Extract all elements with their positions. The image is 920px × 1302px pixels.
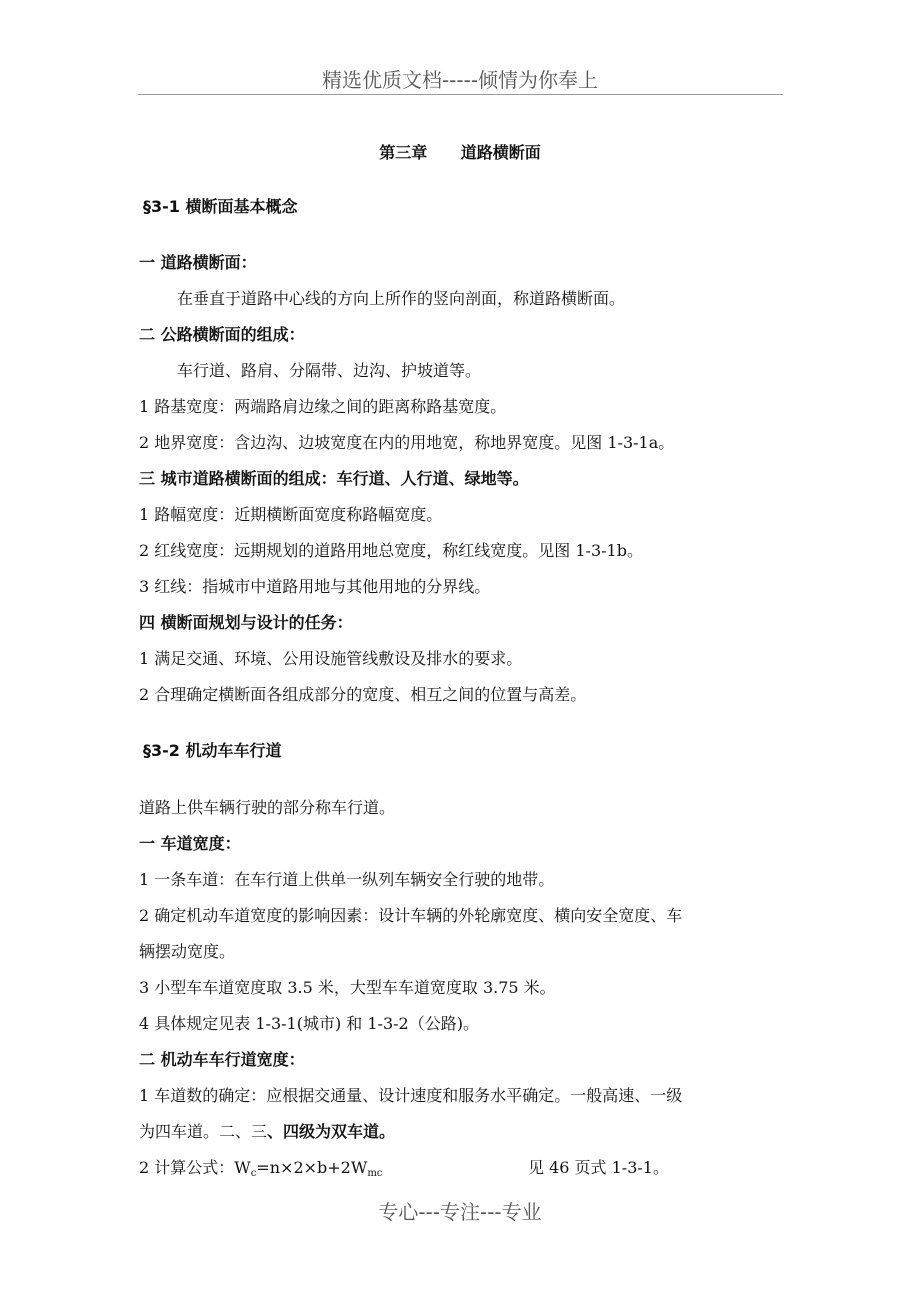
list-item-subgrade-width: 1 路基宽度：两端路肩边缘之间的距离称路基宽度。 [139,397,507,416]
list-item-lane-values: 3 小型车车道宽度取 3.5 米，大型车车道宽度取 3.75 米。 [139,978,556,997]
paragraph-definition: 在垂直于道路中心线的方向上所作的竖向剖面，称道路横断面。 [177,289,626,308]
lane-count-text-bold: 、四级为双车道。 [267,1122,396,1141]
heading-urban-composition: 三 城市道路横断面的组成：车行道、人行道、绿地等。 [139,469,529,488]
heading-highway-composition: 二 公路横断面的组成： [139,325,305,344]
list-item-task-2: 2 合理确定横断面各组成部分的宽度、相互之间的位置与高差。 [139,685,587,704]
paragraph-composition: 车行道、路肩、分隔带、边沟、护坡道等。 [177,361,482,380]
list-item-boundary-width: 2 地界宽度：含边沟、边坡宽度在内的用地宽，称地界宽度。见图 1-3-1a。 [139,433,675,452]
formula-subscript-c: c [250,1168,257,1179]
page-header: 精选优质文档-----倾情为你奉上 [321,68,599,92]
section-heading-3-1: §3-1 横断面基本概念 [143,197,298,216]
list-item-red-line-width: 2 红线宽度：远期规划的道路用地总宽度，称红线宽度。见图 1-3-1b。 [139,541,643,560]
heading-carriageway-width: 二 机动车车行道宽度： [139,1050,305,1069]
heading-lane-width: 一 车道宽度： [139,834,241,853]
list-item-lane-count-cont [139,1121,395,1143]
list-item-road-width: 1 路幅宽度：近期横断面宽度称路幅宽度。 [139,505,443,524]
formula-prefix: 2 计算公式：W [139,1158,251,1177]
list-item-influencing-factors-cont: 辆摆动宽度。 [139,942,236,961]
list-item-task-1: 1 满足交通、环境、公用设施管线敷设及排水的要求。 [139,649,523,668]
list-item-formula [139,1157,779,1185]
section-heading-3-2: §3-2 机动车车行道 [143,741,282,760]
list-item-lane-count: 1 车道数的确定：应根据交通量、设计速度和服务水平确定。一般高速、一级 [139,1086,683,1105]
heading-design-tasks: 四 横断面规划与设计的任务： [139,613,353,632]
list-item-influencing-factors: 2 确定机动车道宽度的影响因素：设计车辆的外轮廓宽度、横向安全宽度、车 [139,906,683,925]
list-item-table-reference: 4 具体规定见表 1-3-1(城市) 和 1-3-2（公路)。 [139,1014,479,1033]
formula-reference: 见 46 页式 1-3-1。 [528,1158,669,1177]
list-item-red-line: 3 红线：指城市中道路用地与其他用地的分界线。 [139,577,491,596]
header-divider [138,94,783,95]
formula-subscript-mc: mc [367,1168,383,1179]
heading-road-cross-section: 一 道路横断面： [139,253,257,272]
lane-count-text: 为四车道。二、三 [139,1122,268,1141]
chapter-title: 第三章 道路横断面 [379,143,541,162]
page-footer: 专心---专注---专业 [378,1200,542,1224]
paragraph-carriageway-intro: 道路上供车辆行驶的部分称车行道。 [139,798,396,817]
formula-body: =n×2×b+2W [256,1158,368,1177]
list-item-single-lane: 1 一条车道：在车行道上供单一纵列车辆安全行驶的地带。 [139,870,555,889]
